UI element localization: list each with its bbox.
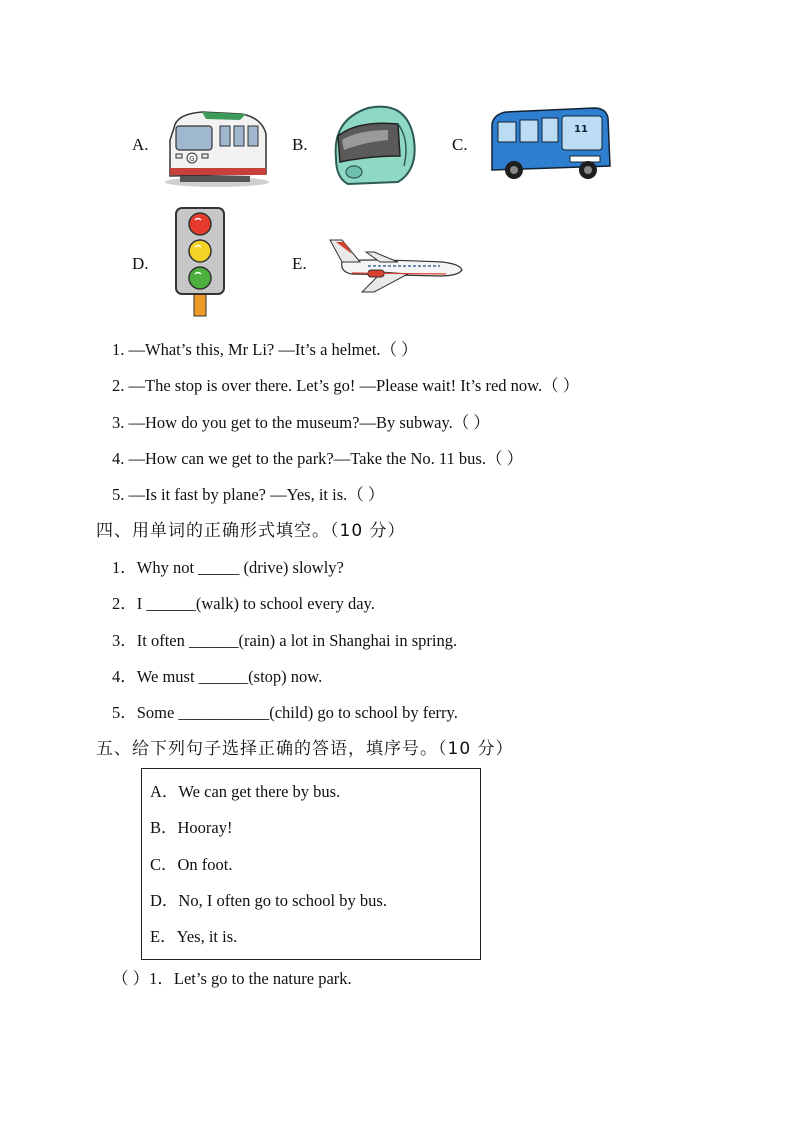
answer-option-e: E．Yes, it is. <box>150 927 238 946</box>
section-4-title: 四、用单词的正确形式填空。（10 分） <box>96 521 406 541</box>
section-5-title: 五、给下列句子选择正确的答语，填序号。（10 分） <box>96 739 514 759</box>
bus-icon <box>486 104 614 184</box>
option-letter-c: C. <box>452 135 468 154</box>
question-2: 2. —The stop is over there. Let’s go! —Please wait! It’s red now.（ ） <box>112 376 580 395</box>
question-4: 4. —How can we get to the park?—Take the No. 11 bus.（ ） <box>112 449 524 468</box>
option-letter-e: E. <box>292 254 307 273</box>
answer-option-b: B．Hooray! <box>150 818 233 837</box>
section-4-item-1: 1．Why not _____ (drive) slowly? <box>112 558 344 577</box>
section-4-item-3: 3．It often ______(rain) a lot in Shanghai in spring. <box>112 631 458 650</box>
option-letter-b: B. <box>292 135 308 154</box>
answer-option-a: A．We can get there by bus. <box>150 782 341 801</box>
traffic-light-icon <box>172 206 228 318</box>
airplane-icon <box>322 232 466 294</box>
bus-number: 11 <box>574 124 588 135</box>
question-1: 1. —What’s this, Mr Li? —It’s a helmet.（ ） <box>112 340 418 359</box>
question-3: 3. —How do you get to the museum?—By subway.（ ） <box>112 413 490 432</box>
question-5: 5. —Is it fast by plane? —Yes, it is.（ ） <box>112 485 385 504</box>
section-4-item-4: 4．We must ______(stop) now. <box>112 667 323 686</box>
helmet-icon <box>328 100 420 192</box>
svg-text:G: G <box>189 155 195 163</box>
answer-option-c: C．On foot. <box>150 855 233 874</box>
section-4-item-5: 5．Some ___________(child) go to school by ferry. <box>112 703 458 722</box>
section-5-question-1: （ ）1．Let’s go to the nature park. <box>112 969 352 988</box>
train-icon <box>162 108 272 188</box>
section-4-item-2: 2．I ______(walk) to school every day. <box>112 594 375 613</box>
answer-option-d: D．No, I often go to school by bus. <box>150 891 387 910</box>
option-letter-a: A. <box>132 135 149 154</box>
option-letter-d: D. <box>132 254 149 273</box>
